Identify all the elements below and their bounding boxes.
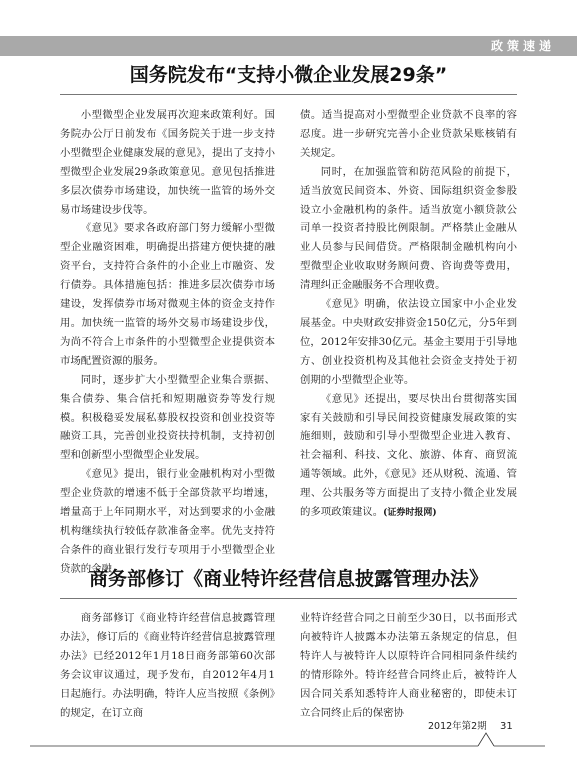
section-header-bar bbox=[0, 36, 577, 56]
article1-column-right bbox=[300, 106, 517, 523]
article2-title-rule bbox=[60, 598, 517, 599]
paragraph: 同时，逐步扩大小型微型企业集合票据、集合债券、集合信托和短期融资券等发行规模。积极稳妥发展私募股权投资和创业投资等融资工具，完善创业投资扶持机制，支持初创型和创新型小型微型企业发展。 bbox=[60, 373, 275, 462]
paragraph: 小型微型企业发展再次迎来政策利好。国务院办公厅日前发布《国务院关于进一步支持小型微型企业健康发展的意见》，提出了支持小型微型企业发展29条政策意见。意见包括推进多层次债券市场建设，加快统一监管的场外交易市场建设步伐等。 bbox=[60, 109, 275, 216]
article1-title: 国务院发布“支持小微企业发展29条” bbox=[129, 64, 448, 86]
paragraph: 《意见》还提出，要尽快出台贯彻落实国家有关鼓励和引导民间投资健康发展政策的实施细则，鼓励和引导小型微型企业进入教育、社会福利、科技、文化、旅游、体育、商贸流通等领域。此外，《意见》还从财税、流通、管理、公共服务等方面提出了支持小微企业发展的多项政策建议。 bbox=[300, 392, 517, 519]
paragraph: 业特许经营合同之日前至少30日，以书面形式向被特许人披露本办法第五条规定的信息，但特许人与被特许人以原特许合同相同条件续约的情形除外。特许经营合同终止后，被特许人因合同关系知悉特许人商业秘密的，即使未订立合同终止后的保密协 bbox=[300, 612, 517, 719]
paragraph: 《意见》明确，依法设立国家中小企业发展基金。中央财政安排资金150亿元，分5年到位，2012年安排30亿元。基金主要用于引导地方、创业投资机构及其他社会资金支持处于初创期的小型微型企业等。 bbox=[300, 298, 517, 386]
paragraph: 《意见》提出，银行业金融机构对小型微型企业贷款的增速不低于全部贷款平均增速，增量高于上年同期水平，对达到要求的小金融机构继续执行较低存款准备金率。优先支持符合条件的商业银行发行专项用于小型微型企业贷款的金融 bbox=[60, 468, 275, 575]
paragraph: 《意见》要求各政府部门努力缓解小型微型企业融资困难，明确提出搭建方便快捷的融资平台，支持符合条件的小企业上市融资、发行债券。具体措施包括：推进多层次债券市场建设，发挥债券市场对微观主体的资金支持作用。加快统一监管的场外交易市场建设步伐，为尚不符合上市条件的小型微型企业提供资本市场配置资源的服务。 bbox=[60, 222, 275, 367]
issue-label: 2012年第2期 bbox=[428, 721, 487, 732]
article2-title: 商务部修订《商业特许经营信息披露管理办法》 bbox=[88, 568, 488, 590]
paragraph: 同时，在加强监管和防范风险的前提下，适当放宽民间资本、外资、国际组织资金参股设立小金融机构的条件。适当放宽小额贷款公司单一投资者持股比例限制。严格禁止金融从业人员参与民间借贷。严格限制金融机构向小型微型企业收取财务顾问费、咨询费等费用，清理纠正金融服务不合理收费。 bbox=[300, 165, 517, 292]
page-number: 31 bbox=[500, 721, 513, 732]
paragraph-with-source bbox=[300, 390, 517, 523]
article2-column-left bbox=[60, 609, 275, 722]
article2-column-right bbox=[300, 609, 517, 722]
footer-rule-graphic bbox=[0, 720, 577, 760]
source-credit: (证券时报网) bbox=[383, 508, 437, 519]
paragraph: 债。适当提高对小型微型企业贷款不良率的容忍度。进一步研究完善小企业贷款呆账核销有关规定。 bbox=[300, 109, 517, 159]
page-footer bbox=[0, 720, 577, 760]
paragraph: 商务部修订《商业特许经营信息披露管理办法》，修订后的《商业特许经营信息披露管理办法》已经2012年1月18日商务部第60次部务会议审议通过，现予发布，自2012年4月1日起施行。办法明确，特许人应当按照《条例》的规定，在订立商 bbox=[60, 612, 275, 719]
article1-column-left bbox=[60, 106, 275, 579]
article1-title-rule bbox=[60, 94, 517, 95]
section-label: 政策速递 bbox=[490, 39, 555, 53]
